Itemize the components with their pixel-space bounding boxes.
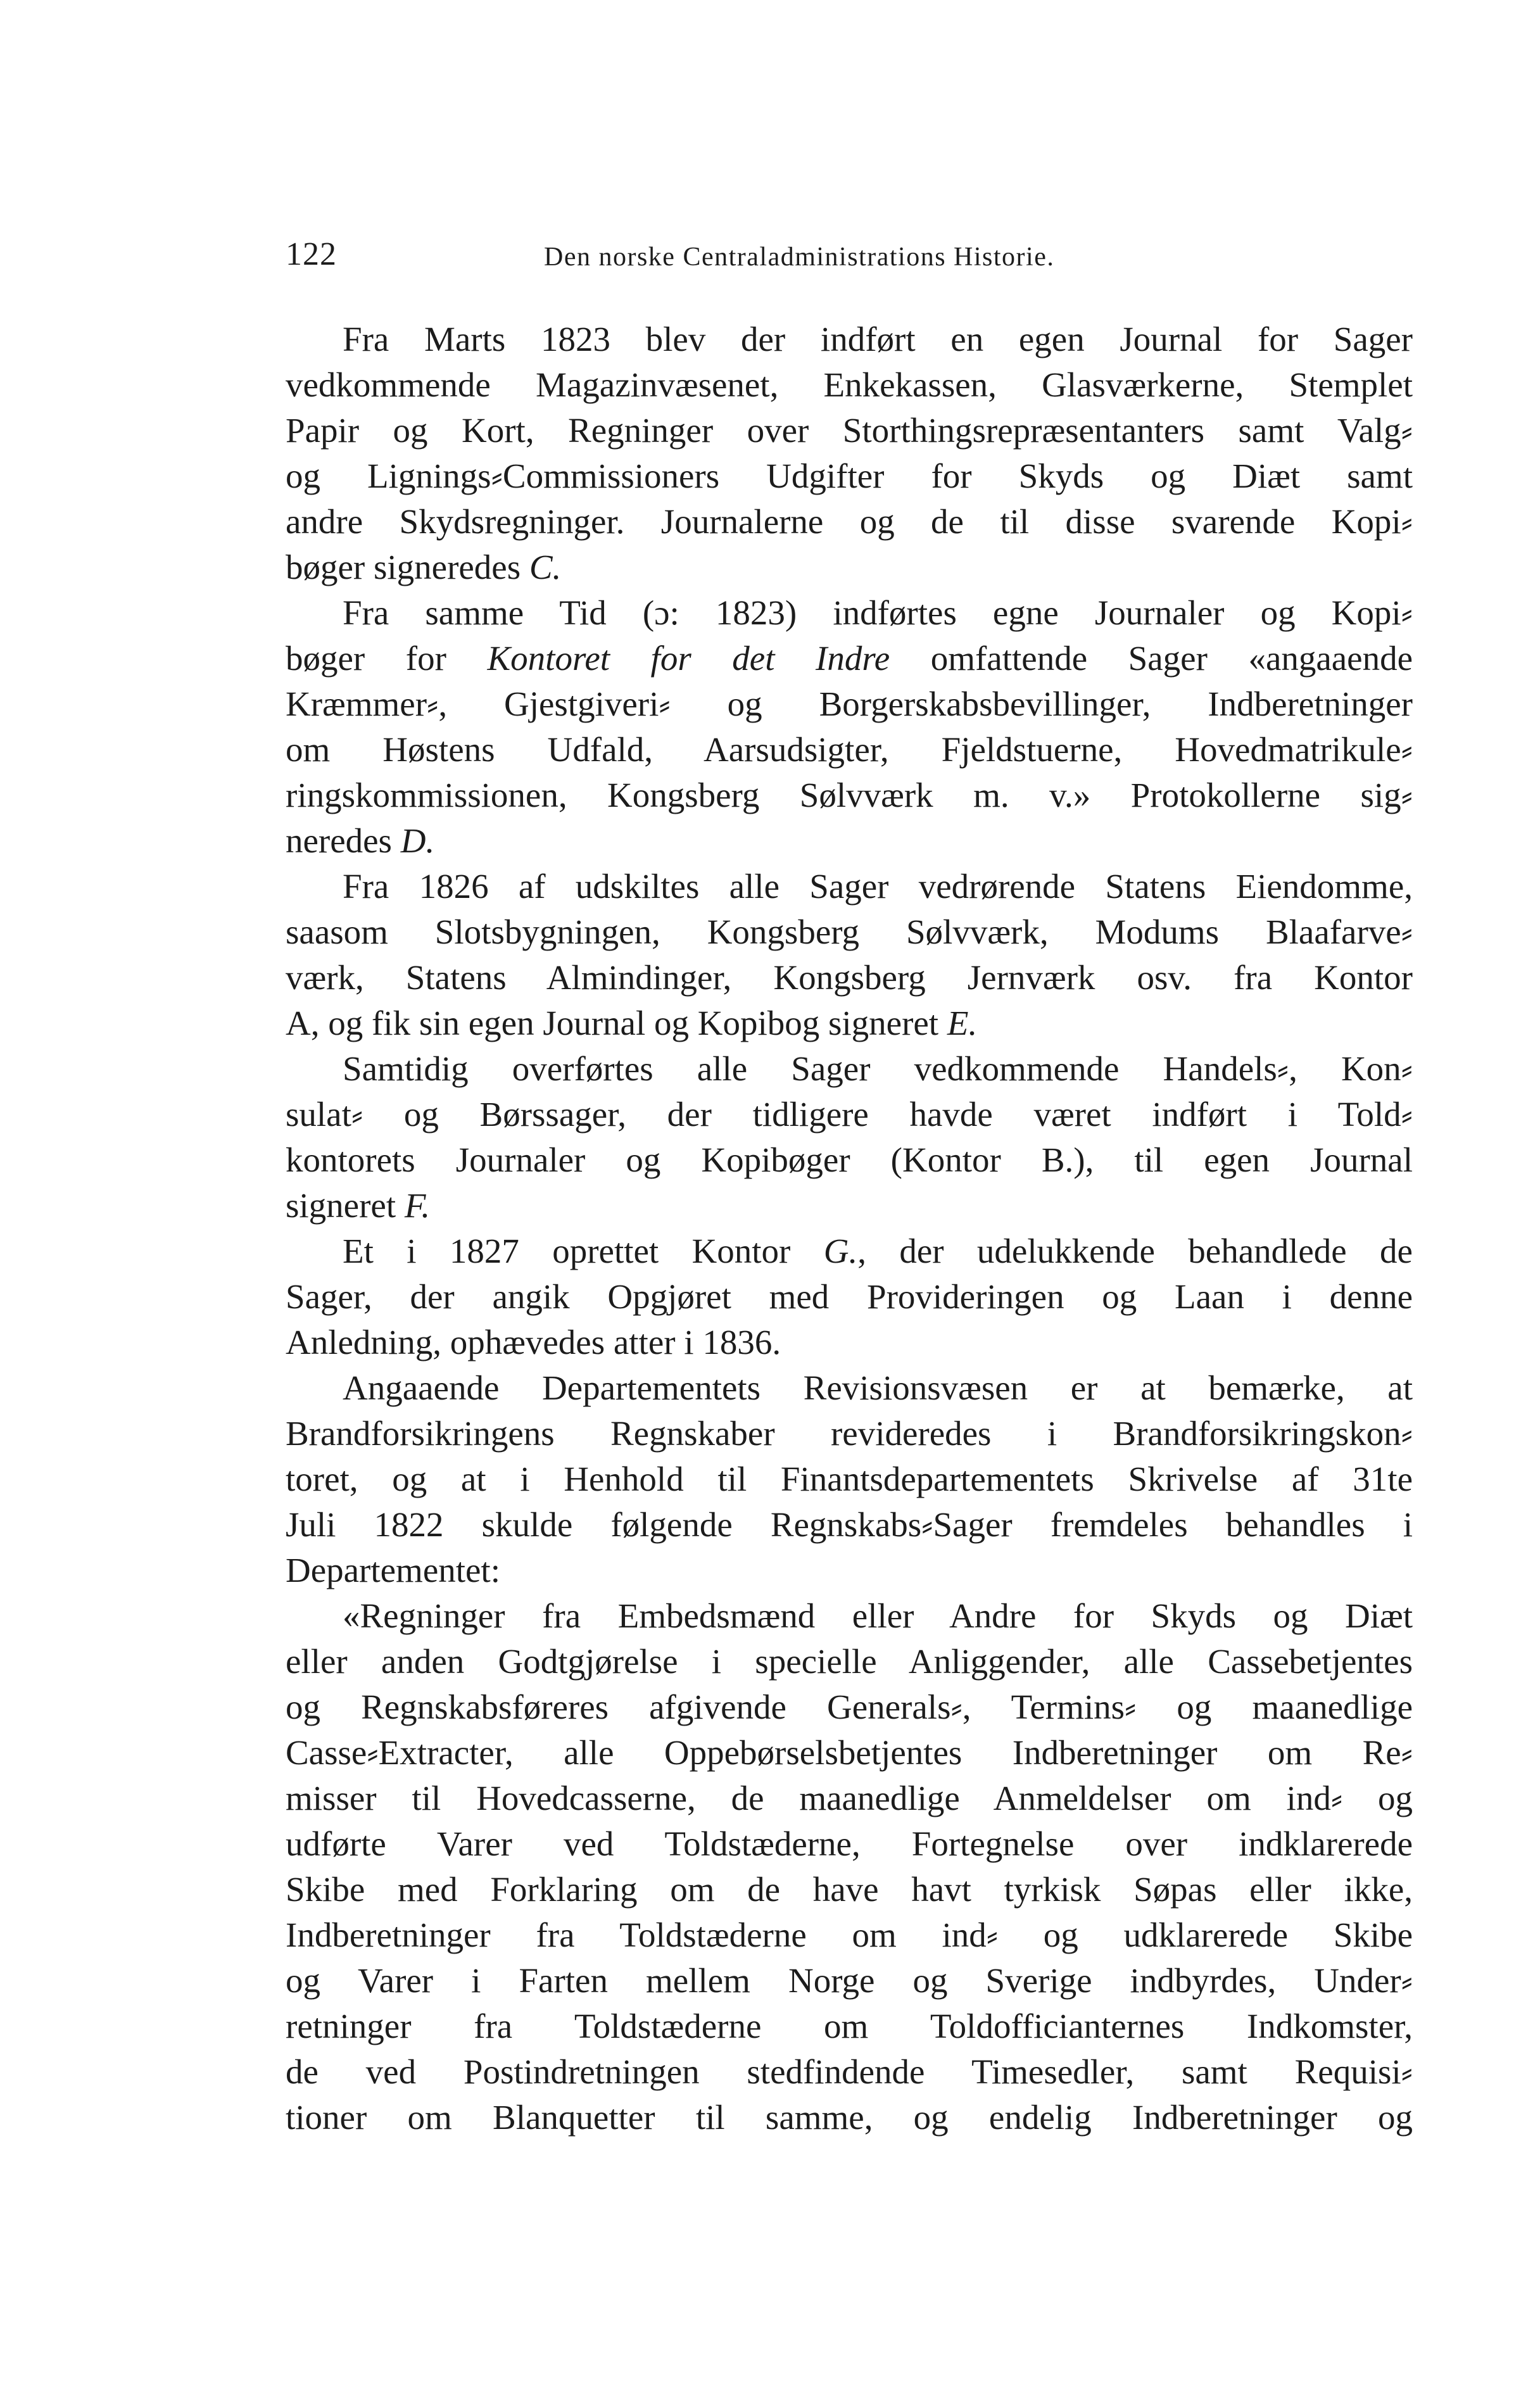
text-line: Kræmmer⸗, Gjestgiveri⸗ og Borgerskabsbevillinger, Indberetninger <box>286 685 1413 723</box>
body-text <box>286 317 1413 2140</box>
text-line: Papir og Kort, Regninger over Storthingsrepræsentanters samt Valg⸗ <box>286 411 1413 450</box>
text-line: Juli 1822 skulde følgende Regnskabs⸗Sager fremdeles behandles i <box>286 1505 1413 1544</box>
text-line: «Regninger fra Embedsmænd eller Andre for Skyds og Diæt <box>343 1596 1413 1635</box>
text-line: bøger signeredes C. <box>286 548 562 586</box>
text-line: Angaaende Departementets Revisionsvæsen er at bemærke, at <box>343 1368 1413 1407</box>
text-line: Fra samme Tid (ɔ: 1823) indførtes egne Journaler og Kopi⸗ <box>343 593 1413 632</box>
text-line: udførte Varer ved Toldstæderne, Fortegnelse over indklarerede <box>286 1824 1413 1863</box>
page-header <box>286 236 1413 280</box>
running-title: Den norske Centraladministrations Historie. <box>544 243 1055 272</box>
text-line: signeret F. <box>286 1186 431 1225</box>
text-line: de ved Postindretningen stedfindende Timesedler, samt Requisi⸗ <box>286 2052 1413 2091</box>
text-line: saasom Slotsbygningen, Kongsberg Sølvværk, Modums Blaafarve⸗ <box>286 913 1413 951</box>
text-line: andre Skydsregninger. Journalerne og de til disse svarende Kopi⸗ <box>286 502 1413 541</box>
page-number: 122 <box>286 236 337 272</box>
text-line: retninger fra Toldstæderne om Toldofficianternes Indkomster, <box>286 2007 1413 2045</box>
text-line: misser til Hovedcasserne, de maanedlige Anmeldelser om ind⸗ og <box>286 1779 1413 1817</box>
text-line: Samtidig overførtes alle Sager vedkommende Handels⸗, Kon⸗ <box>343 1049 1413 1088</box>
text-line: Skibe med Forklaring om de have havt tyrkisk Søpas eller ikke, <box>286 1870 1413 1909</box>
text-line: Departementet: <box>286 1551 500 1589</box>
text-line: bøger for Kontoret for det Indre omfattende Sager «angaaende <box>286 639 1413 678</box>
text-line: Et i 1827 oprettet Kontor G., der udelukkende behandlede de <box>343 1232 1413 1270</box>
text-line: og Varer i Farten mellem Norge og Sverige indbyrdes, Under⸗ <box>286 1961 1413 2000</box>
text-line: Indberetninger fra Toldstæderne om ind⸗ og udklarerede Skibe <box>286 1916 1413 1954</box>
text-line: A, og fik sin egen Journal og Kopibog signeret E. <box>286 1004 978 1042</box>
text-line: og Regnskabsføreres afgivende Generals⸗, Termins⸗ og maanedlige <box>286 1688 1413 1726</box>
text-line: ringskommissionen, Kongsberg Sølvværk m. v.» Protokollerne sig⸗ <box>286 776 1413 814</box>
text-line: sulat⸗ og Børssager, der tidligere havde været indført i Told⸗ <box>286 1095 1413 1134</box>
text-line: værk, Statens Almindinger, Kongsberg Jernværk osv. fra Kontor <box>286 958 1413 997</box>
text-line: Sager, der angik Opgjøret med Provideringen og Laan i denne <box>286 1277 1413 1316</box>
text-line: neredes D. <box>286 821 435 860</box>
text-line: og Lignings⸗Commissioners Udgifter for Skyds og Diæt samt <box>286 457 1413 495</box>
text-line: toret, og at i Henhold til Finantsdepartementets Skrivelse af 31te <box>286 1460 1413 1498</box>
text-line: vedkommende Magazinvæsenet, Enkekassen, Glasværkerne, Stemplet <box>286 365 1413 404</box>
text-line: tioner om Blanquetter til samme, og endelig Indberetninger og <box>286 2098 1413 2137</box>
text-line: eller anden Godtgjørelse i specielle Anliggender, alle Cassebetjentes <box>286 1642 1413 1681</box>
text-line: Fra 1826 af udskiltes alle Sager vedrørende Statens Eiendomme, <box>343 867 1413 906</box>
text-line: kontorets Journaler og Kopibøger (Kontor B.), til egen Journal <box>286 1140 1413 1179</box>
text-line: om Høstens Udfald, Aarsudsigter, Fjeldstuerne, Hovedmatrikule⸗ <box>286 730 1413 769</box>
text-line: Brandforsikringens Regnskaber revideredes i Brandforsikringskon⸗ <box>286 1414 1413 1453</box>
text-line: Casse⸗Extracter, alle Oppebørselsbetjentes Indberetninger om Re⸗ <box>286 1733 1413 1772</box>
text-line: Fra Marts 1823 blev der indført en egen Journal for Sager <box>343 320 1413 358</box>
text-line: Anledning, ophævedes atter i 1836. <box>286 1323 781 1361</box>
